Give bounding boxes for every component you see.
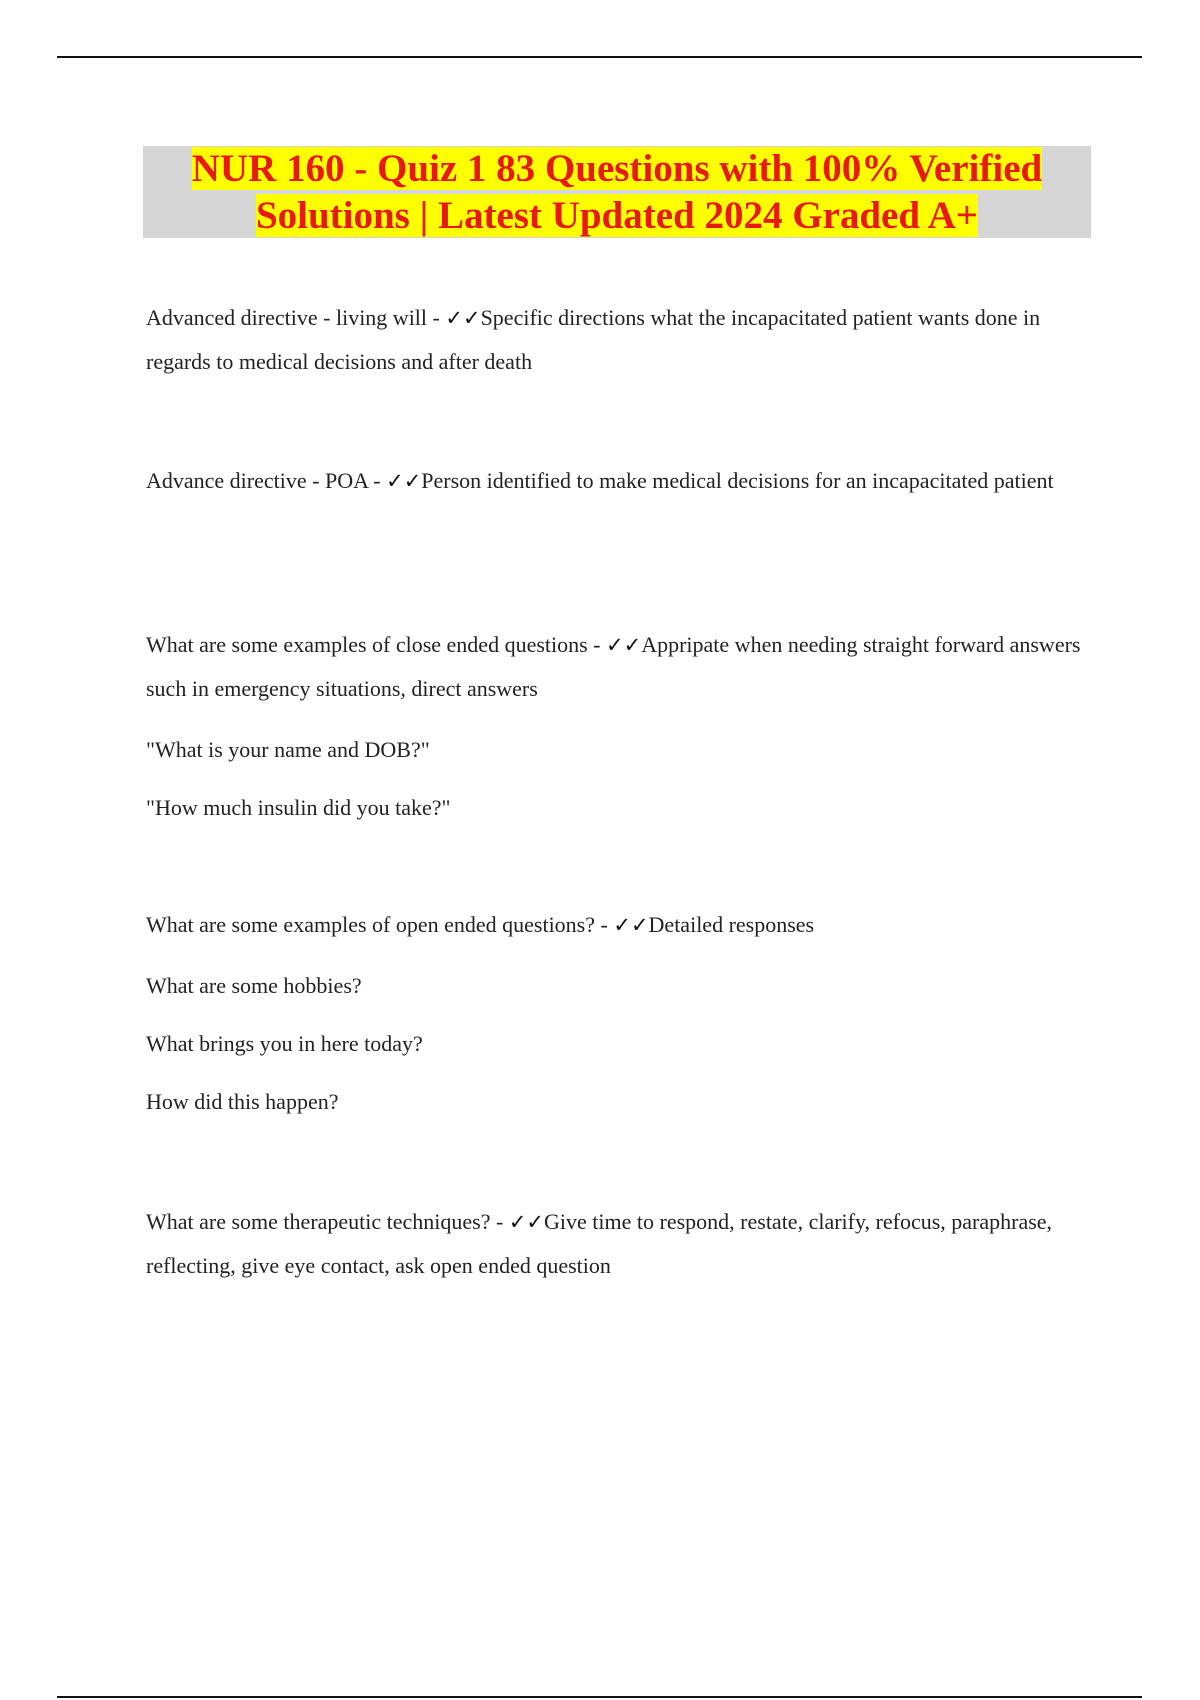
qa-item — [146, 296, 1086, 384]
example-line: "What is your name and DOB?" — [146, 737, 430, 762]
qa-text — [146, 623, 1086, 711]
double-check-icon: ✓✓ — [508, 1210, 545, 1234]
double-check-icon: ✓✓ — [445, 306, 481, 330]
example-line: What brings you in here today? — [146, 1031, 423, 1056]
answer-text: Specific directions what the incapacitated patient wants done in regards to medical decisions and after death — [146, 305, 1041, 374]
header-rule — [57, 56, 1142, 58]
double-check-icon: ✓✓ — [386, 469, 422, 493]
example-line: How did this happen? — [146, 1089, 339, 1114]
qa-item — [146, 1200, 1086, 1288]
answer-text: Detailed responses — [648, 912, 815, 937]
footer-rule — [57, 1696, 1142, 1698]
document-title: NUR 160 - Quiz 1 83 Questions with 100% Verified Solutions | Latest Updated 2024 Graded A+ — [191, 147, 1043, 237]
qa-text — [146, 903, 1086, 947]
question-text: Advance directive - POA - — [146, 468, 387, 493]
example-line: "How much insulin did you take?" — [146, 795, 451, 820]
qa-text — [146, 459, 1086, 503]
answer-text: Person identified to make medical decisions for an incapacitated patient — [421, 468, 1054, 493]
qa-text — [146, 296, 1086, 384]
question-text: What are some examples of close ended questions - — [146, 632, 607, 657]
title-banner — [143, 146, 1091, 238]
question-text: What are some examples of open ended questions? - — [146, 912, 614, 937]
qa-item — [146, 903, 1086, 1115]
example-line: What are some hobbies? — [146, 973, 362, 998]
answer-text: Appripate when needing straight forward answers such in emergency situations, direct answers — [146, 632, 1081, 701]
question-text: Advanced directive - living will - — [146, 305, 446, 330]
double-check-icon: ✓✓ — [606, 633, 642, 657]
double-check-icon: ✓✓ — [613, 913, 649, 937]
answer-text: Give time to respond, restate, clarify, refocus, paraphrase, reflecting, give eye contact, ask open ended question — [146, 1209, 1053, 1278]
qa-item — [146, 623, 1086, 821]
qa-text — [146, 1200, 1086, 1288]
question-text: What are some therapeutic techniques? - — [146, 1209, 509, 1234]
qa-item — [146, 459, 1086, 503]
